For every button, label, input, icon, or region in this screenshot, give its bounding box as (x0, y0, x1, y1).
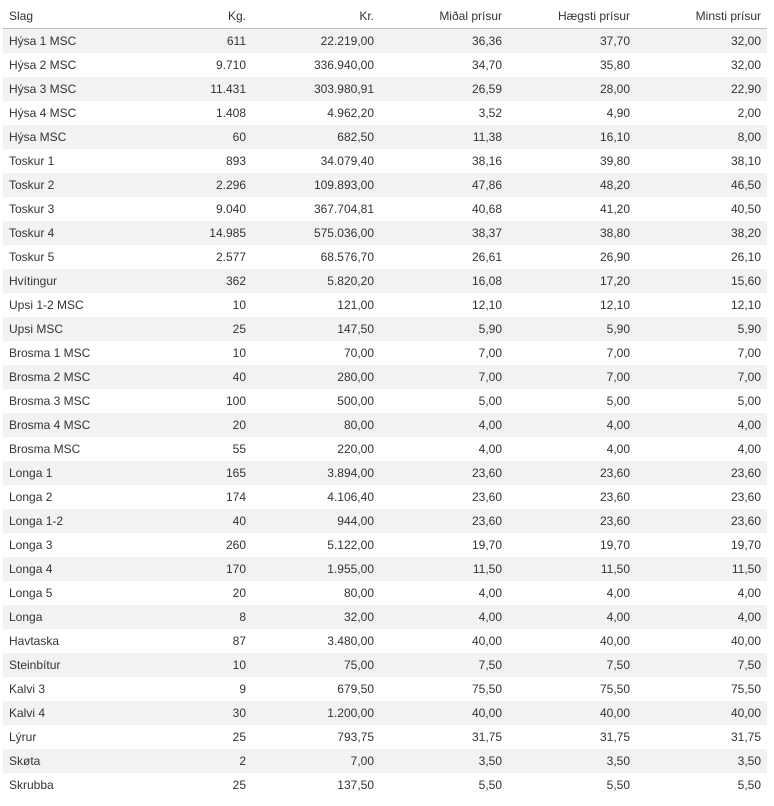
cell-kr: 34.079,40 (252, 149, 380, 173)
header-kr: Kr. (252, 4, 380, 29)
cell-species: Lýrur (3, 725, 133, 749)
cell-lowest-price: 75,50 (636, 677, 767, 701)
cell-average-price: 7,00 (380, 365, 508, 389)
cell-lowest-price: 11,50 (636, 557, 767, 581)
cell-average-price: 4,00 (380, 437, 508, 461)
cell-highest-price: 40,00 (508, 629, 636, 653)
cell-highest-price: 4,00 (508, 437, 636, 461)
cell-lowest-price: 12,10 (636, 293, 767, 317)
cell-lowest-price: 4,00 (636, 605, 767, 629)
header-average-price: Miðal prísur (380, 4, 508, 29)
cell-highest-price: 31,75 (508, 725, 636, 749)
cell-lowest-price: 38,20 (636, 221, 767, 245)
table-row (3, 581, 767, 605)
cell-species: Longa (3, 605, 133, 629)
cell-kr: 147,50 (252, 317, 380, 341)
cell-kg: 362 (133, 269, 252, 293)
cell-kr: 5.122,00 (252, 533, 380, 557)
cell-highest-price: 39,80 (508, 149, 636, 173)
table-row (3, 77, 767, 101)
cell-lowest-price: 7,00 (636, 341, 767, 365)
cell-kr: 682,50 (252, 125, 380, 149)
cell-average-price: 34,70 (380, 53, 508, 77)
table-row (3, 629, 767, 653)
cell-kg: 2.577 (133, 245, 252, 269)
cell-species: Brosma 3 MSC (3, 389, 133, 413)
cell-lowest-price: 8,00 (636, 125, 767, 149)
cell-kg: 170 (133, 557, 252, 581)
cell-kr: 3.894,00 (252, 461, 380, 485)
cell-kr: 75,00 (252, 653, 380, 677)
cell-average-price: 75,50 (380, 677, 508, 701)
price-table-container (3, 4, 767, 797)
cell-species: Longa 4 (3, 557, 133, 581)
cell-lowest-price: 38,10 (636, 149, 767, 173)
cell-highest-price: 40,00 (508, 701, 636, 725)
cell-average-price: 23,60 (380, 485, 508, 509)
cell-average-price: 38,37 (380, 221, 508, 245)
cell-lowest-price: 40,50 (636, 197, 767, 221)
cell-lowest-price: 5,90 (636, 317, 767, 341)
header-lowest-price: Minsti prísur (636, 4, 767, 29)
cell-kg: 100 (133, 389, 252, 413)
cell-average-price: 26,59 (380, 77, 508, 101)
cell-kg: 60 (133, 125, 252, 149)
cell-kg: 893 (133, 149, 252, 173)
table-row (3, 53, 767, 77)
cell-lowest-price: 23,60 (636, 485, 767, 509)
cell-kr: 70,00 (252, 341, 380, 365)
cell-kr: 336.940,00 (252, 53, 380, 77)
cell-kg: 9 (133, 677, 252, 701)
cell-species: Toskur 1 (3, 149, 133, 173)
cell-kg: 14.985 (133, 221, 252, 245)
cell-highest-price: 7,00 (508, 341, 636, 365)
header-kg: Kg. (133, 4, 252, 29)
header-highest-price: Hægsti prísur (508, 4, 636, 29)
cell-average-price: 36,36 (380, 29, 508, 54)
cell-kg: 8 (133, 605, 252, 629)
cell-kr: 137,50 (252, 773, 380, 797)
cell-average-price: 12,10 (380, 293, 508, 317)
cell-species: Hvítingur (3, 269, 133, 293)
cell-kr: 679,50 (252, 677, 380, 701)
cell-species: Longa 1 (3, 461, 133, 485)
table-row (3, 749, 767, 773)
cell-kg: 20 (133, 413, 252, 437)
cell-kr: 121,00 (252, 293, 380, 317)
cell-average-price: 7,00 (380, 341, 508, 365)
cell-kg: 165 (133, 461, 252, 485)
cell-lowest-price: 23,60 (636, 509, 767, 533)
table-row (3, 317, 767, 341)
table-row (3, 293, 767, 317)
cell-average-price: 11,38 (380, 125, 508, 149)
table-row (3, 269, 767, 293)
table-row (3, 701, 767, 725)
cell-average-price: 40,00 (380, 629, 508, 653)
cell-lowest-price: 15,60 (636, 269, 767, 293)
cell-highest-price: 23,60 (508, 485, 636, 509)
table-row (3, 221, 767, 245)
table-row (3, 245, 767, 269)
cell-lowest-price: 3,50 (636, 749, 767, 773)
cell-lowest-price: 22,90 (636, 77, 767, 101)
table-row (3, 677, 767, 701)
cell-lowest-price: 5,50 (636, 773, 767, 797)
table-row (3, 173, 767, 197)
cell-lowest-price: 32,00 (636, 53, 767, 77)
cell-kg: 40 (133, 365, 252, 389)
cell-highest-price: 5,50 (508, 773, 636, 797)
cell-kr: 3.480,00 (252, 629, 380, 653)
cell-average-price: 7,50 (380, 653, 508, 677)
cell-species: Hýsa 3 MSC (3, 77, 133, 101)
table-row (3, 653, 767, 677)
cell-kg: 20 (133, 581, 252, 605)
cell-highest-price: 35,80 (508, 53, 636, 77)
cell-average-price: 3,52 (380, 101, 508, 125)
table-row (3, 725, 767, 749)
cell-kr: 80,00 (252, 413, 380, 437)
cell-kg: 30 (133, 701, 252, 725)
cell-kg: 10 (133, 341, 252, 365)
cell-lowest-price: 7,50 (636, 653, 767, 677)
cell-species: Steinbítur (3, 653, 133, 677)
cell-species: Skrubba (3, 773, 133, 797)
cell-average-price: 26,61 (380, 245, 508, 269)
cell-lowest-price: 5,00 (636, 389, 767, 413)
cell-kg: 25 (133, 773, 252, 797)
cell-kr: 500,00 (252, 389, 380, 413)
cell-kg: 10 (133, 293, 252, 317)
cell-lowest-price: 4,00 (636, 437, 767, 461)
cell-species: Hýsa 4 MSC (3, 101, 133, 125)
cell-kg: 2 (133, 749, 252, 773)
cell-kr: 303.980,91 (252, 77, 380, 101)
cell-highest-price: 4,00 (508, 581, 636, 605)
cell-kr: 944,00 (252, 509, 380, 533)
table-row (3, 389, 767, 413)
cell-highest-price: 4,00 (508, 413, 636, 437)
table-row (3, 29, 767, 54)
cell-average-price: 23,60 (380, 461, 508, 485)
cell-average-price: 47,86 (380, 173, 508, 197)
cell-lowest-price: 2,00 (636, 101, 767, 125)
cell-kg: 25 (133, 725, 252, 749)
cell-kg: 40 (133, 509, 252, 533)
cell-species: Toskur 5 (3, 245, 133, 269)
cell-species: Havtaska (3, 629, 133, 653)
cell-kg: 9.040 (133, 197, 252, 221)
cell-lowest-price: 19,70 (636, 533, 767, 557)
cell-species: Toskur 3 (3, 197, 133, 221)
cell-kr: 4.962,20 (252, 101, 380, 125)
cell-highest-price: 26,90 (508, 245, 636, 269)
cell-species: Hýsa MSC (3, 125, 133, 149)
cell-species: Brosma 2 MSC (3, 365, 133, 389)
cell-kr: 7,00 (252, 749, 380, 773)
cell-species: Upsi MSC (3, 317, 133, 341)
table-row (3, 461, 767, 485)
cell-average-price: 5,50 (380, 773, 508, 797)
cell-lowest-price: 40,00 (636, 629, 767, 653)
table-row (3, 485, 767, 509)
cell-average-price: 16,08 (380, 269, 508, 293)
cell-highest-price: 16,10 (508, 125, 636, 149)
cell-kr: 32,00 (252, 605, 380, 629)
cell-lowest-price: 31,75 (636, 725, 767, 749)
cell-highest-price: 7,00 (508, 365, 636, 389)
table-row (3, 533, 767, 557)
table-row (3, 605, 767, 629)
table-row (3, 413, 767, 437)
cell-highest-price: 19,70 (508, 533, 636, 557)
cell-kr: 22.219,00 (252, 29, 380, 54)
cell-kr: 4.106,40 (252, 485, 380, 509)
table-row (3, 149, 767, 173)
table-row (3, 773, 767, 797)
cell-species: Upsi 1-2 MSC (3, 293, 133, 317)
cell-average-price: 4,00 (380, 413, 508, 437)
cell-highest-price: 7,50 (508, 653, 636, 677)
table-row (3, 557, 767, 581)
cell-highest-price: 11,50 (508, 557, 636, 581)
cell-kg: 25 (133, 317, 252, 341)
cell-kr: 367.704,81 (252, 197, 380, 221)
cell-highest-price: 3,50 (508, 749, 636, 773)
cell-species: Longa 3 (3, 533, 133, 557)
table-row (3, 437, 767, 461)
cell-kg: 174 (133, 485, 252, 509)
table-body (3, 29, 767, 798)
cell-kg: 55 (133, 437, 252, 461)
cell-average-price: 19,70 (380, 533, 508, 557)
cell-kr: 80,00 (252, 581, 380, 605)
cell-kr: 793,75 (252, 725, 380, 749)
cell-kr: 109.893,00 (252, 173, 380, 197)
cell-kr: 68.576,70 (252, 245, 380, 269)
table-row (3, 365, 767, 389)
cell-average-price: 5,00 (380, 389, 508, 413)
table-row (3, 197, 767, 221)
cell-average-price: 40,00 (380, 701, 508, 725)
cell-lowest-price: 23,60 (636, 461, 767, 485)
table-header-row (3, 4, 767, 29)
cell-species: Toskur 2 (3, 173, 133, 197)
cell-kg: 260 (133, 533, 252, 557)
cell-species: Longa 1-2 (3, 509, 133, 533)
cell-highest-price: 23,60 (508, 461, 636, 485)
cell-lowest-price: 4,00 (636, 581, 767, 605)
cell-lowest-price: 7,00 (636, 365, 767, 389)
cell-highest-price: 12,10 (508, 293, 636, 317)
cell-average-price: 40,68 (380, 197, 508, 221)
cell-species: Skøta (3, 749, 133, 773)
table-row (3, 509, 767, 533)
cell-species: Hýsa 2 MSC (3, 53, 133, 77)
cell-kr: 5.820,20 (252, 269, 380, 293)
cell-lowest-price: 32,00 (636, 29, 767, 54)
header-species: Slag (3, 4, 133, 29)
cell-average-price: 3,50 (380, 749, 508, 773)
cell-species: Brosma MSC (3, 437, 133, 461)
cell-average-price: 23,60 (380, 509, 508, 533)
cell-average-price: 4,00 (380, 581, 508, 605)
cell-lowest-price: 40,00 (636, 701, 767, 725)
price-table (3, 4, 767, 797)
cell-highest-price: 41,20 (508, 197, 636, 221)
cell-highest-price: 4,90 (508, 101, 636, 125)
table-row (3, 101, 767, 125)
cell-species: Longa 5 (3, 581, 133, 605)
cell-kr: 220,00 (252, 437, 380, 461)
cell-average-price: 38,16 (380, 149, 508, 173)
cell-highest-price: 37,70 (508, 29, 636, 54)
cell-species: Longa 2 (3, 485, 133, 509)
cell-highest-price: 5,90 (508, 317, 636, 341)
cell-highest-price: 4,00 (508, 605, 636, 629)
cell-kr: 280,00 (252, 365, 380, 389)
cell-species: Toskur 4 (3, 221, 133, 245)
cell-average-price: 4,00 (380, 605, 508, 629)
cell-kg: 87 (133, 629, 252, 653)
cell-kg: 11.431 (133, 77, 252, 101)
cell-kg: 10 (133, 653, 252, 677)
cell-highest-price: 5,00 (508, 389, 636, 413)
cell-highest-price: 38,80 (508, 221, 636, 245)
cell-lowest-price: 46,50 (636, 173, 767, 197)
cell-species: Brosma 4 MSC (3, 413, 133, 437)
cell-highest-price: 48,20 (508, 173, 636, 197)
cell-kr: 575.036,00 (252, 221, 380, 245)
cell-kr: 1.200,00 (252, 701, 380, 725)
cell-species: Brosma 1 MSC (3, 341, 133, 365)
cell-species: Kalvi 3 (3, 677, 133, 701)
cell-highest-price: 17,20 (508, 269, 636, 293)
cell-average-price: 5,90 (380, 317, 508, 341)
cell-kg: 9.710 (133, 53, 252, 77)
cell-kg: 1.408 (133, 101, 252, 125)
cell-kr: 1.955,00 (252, 557, 380, 581)
cell-kg: 2.296 (133, 173, 252, 197)
cell-highest-price: 23,60 (508, 509, 636, 533)
table-row (3, 125, 767, 149)
cell-highest-price: 75,50 (508, 677, 636, 701)
table-row (3, 341, 767, 365)
cell-average-price: 31,75 (380, 725, 508, 749)
cell-species: Hýsa 1 MSC (3, 29, 133, 54)
cell-average-price: 11,50 (380, 557, 508, 581)
cell-kg: 611 (133, 29, 252, 54)
cell-highest-price: 28,00 (508, 77, 636, 101)
cell-species: Kalvi 4 (3, 701, 133, 725)
cell-lowest-price: 4,00 (636, 413, 767, 437)
cell-lowest-price: 26,10 (636, 245, 767, 269)
